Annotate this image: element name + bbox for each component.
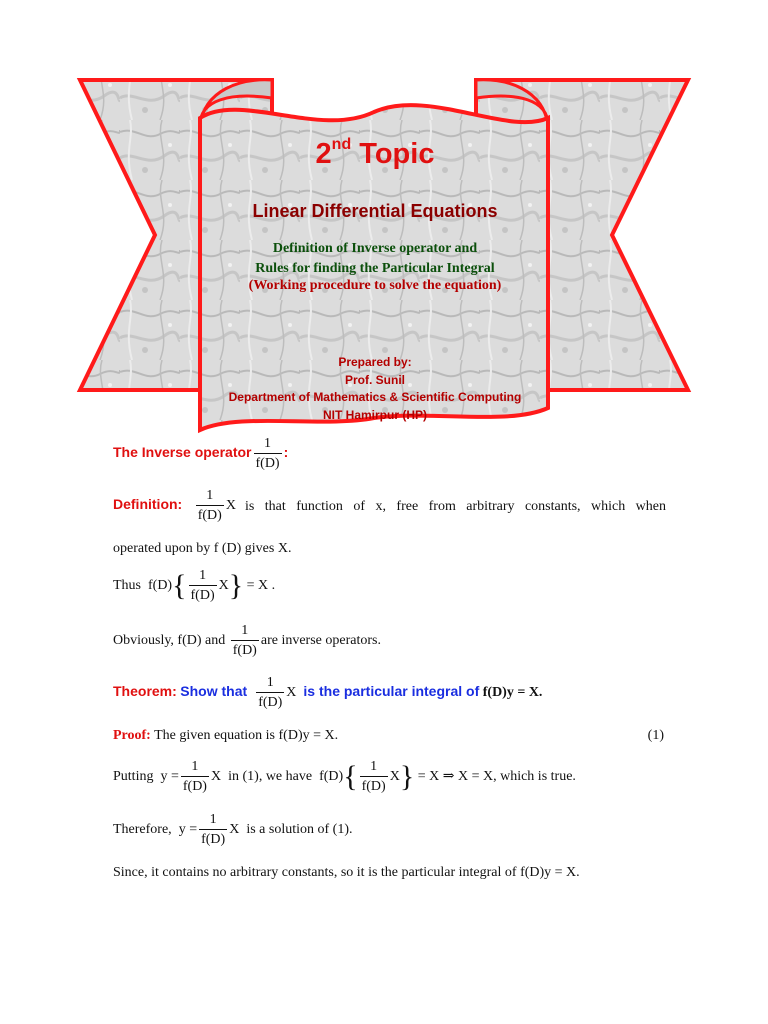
banner-title: Linear Differential Equations (252, 201, 498, 221)
obviously-suffix: are inverse operators. (260, 633, 381, 649)
therefore-line (113, 813, 352, 847)
fraction-1-over-fD: $\frac{1}{f(D)}$ (258, 675, 283, 710)
putting-suffix: , which is true. (493, 769, 576, 785)
proof-line (113, 728, 338, 744)
operand-x: X (229, 822, 240, 838)
since-text: Since, it contains no arbitrary constants, so it is the particular integral of (113, 865, 517, 880)
inverse-operator-heading (113, 437, 288, 471)
subtitle-line-2: Rules for finding the Particular Integral (255, 261, 495, 276)
right-brace: } (399, 760, 415, 793)
since-line (113, 865, 580, 881)
fraction-1-over-fD: $\frac{1}{f(D)}$ (361, 759, 386, 794)
operand-x: X (286, 685, 297, 701)
thus-fD: f(D) (148, 578, 173, 594)
theorem-label: Theorem: (113, 683, 177, 700)
definition-label: Definition: (113, 496, 183, 513)
subtitle-line-1: Definition of Inverse operator and (272, 241, 478, 256)
fraction-1-over-fD: $\frac{1}{f(D)}$ (201, 812, 226, 847)
fraction-1-over-fD: $\frac{1}{f(D)}$ (255, 436, 280, 471)
subtitle-line-3: (Working procedure to solve the equation) (248, 278, 502, 293)
obviously-prefix: Obviously, f(D) and (113, 633, 226, 649)
obviously-line (113, 624, 381, 658)
equation-number: (1) (647, 728, 664, 743)
fraction-1-over-fD: $\frac{1}{f(D)}$ (197, 488, 222, 523)
operand-x: X (218, 578, 229, 594)
putting-middle: in (1), we have (228, 769, 313, 785)
prepared-by-label: Prepared by: (338, 355, 412, 369)
thus-prefix: Thus (113, 578, 141, 594)
topic-number: 2 (315, 138, 332, 170)
thus-equation (113, 569, 275, 603)
proof-text: The given equation is (154, 728, 276, 743)
putting-line (113, 760, 576, 794)
operand-x: X (389, 769, 400, 785)
theorem-middle-text: is the particular integral of (303, 683, 480, 700)
theorem-show-that: Show that (180, 683, 248, 700)
institute-name: NIT Hamirpur (HP) (322, 408, 427, 422)
therefore-y: y = (178, 822, 198, 838)
theorem-statement (113, 676, 542, 710)
heading-colon: : (283, 444, 289, 461)
putting-y: y = (160, 769, 179, 785)
left-brace: { (343, 760, 358, 793)
therefore-prefix: Therefore, (113, 822, 172, 838)
inverse-heading-text: The Inverse operator (113, 444, 252, 461)
definition-paragraph (113, 489, 666, 523)
putting-prefix: Putting (113, 769, 154, 785)
topic-word: Topic (359, 138, 435, 170)
since-equation: f(D)y = X. (520, 865, 580, 880)
proof-equation: f(D)y = X. (278, 728, 339, 743)
topic-heading (205, 138, 545, 171)
fraction-1-over-fD: $\frac{1}{f(D)}$ (182, 759, 207, 794)
thus-suffix: = X . (246, 578, 276, 594)
right-brace: } (228, 569, 244, 602)
definition-text: is that function of x, free from arbitrary constants, which when (245, 499, 666, 514)
fraction-1-over-fD: $\frac{1}{f(D)}$ (232, 623, 257, 658)
definition-continuation: operated upon by f (D) gives X. (113, 541, 292, 556)
operand-x: X (210, 769, 222, 785)
putting-result: = X ⇒ X = X (417, 769, 494, 785)
putting-fD: f(D) (319, 769, 344, 785)
left-brace: { (172, 569, 187, 602)
department-name: Department of Mathematics & Scientific Computing (228, 390, 522, 404)
therefore-suffix: is a solution of (1). (246, 822, 353, 838)
author-name: Prof. Sunil (345, 373, 405, 387)
proof-label: Proof: (113, 728, 151, 743)
fraction-1-over-fD: $\frac{1}{f(D)}$ (190, 568, 215, 603)
theorem-equation: f(D)y = X. (482, 685, 543, 701)
operand-x: X (225, 498, 236, 514)
topic-suffix: nd (331, 136, 352, 153)
